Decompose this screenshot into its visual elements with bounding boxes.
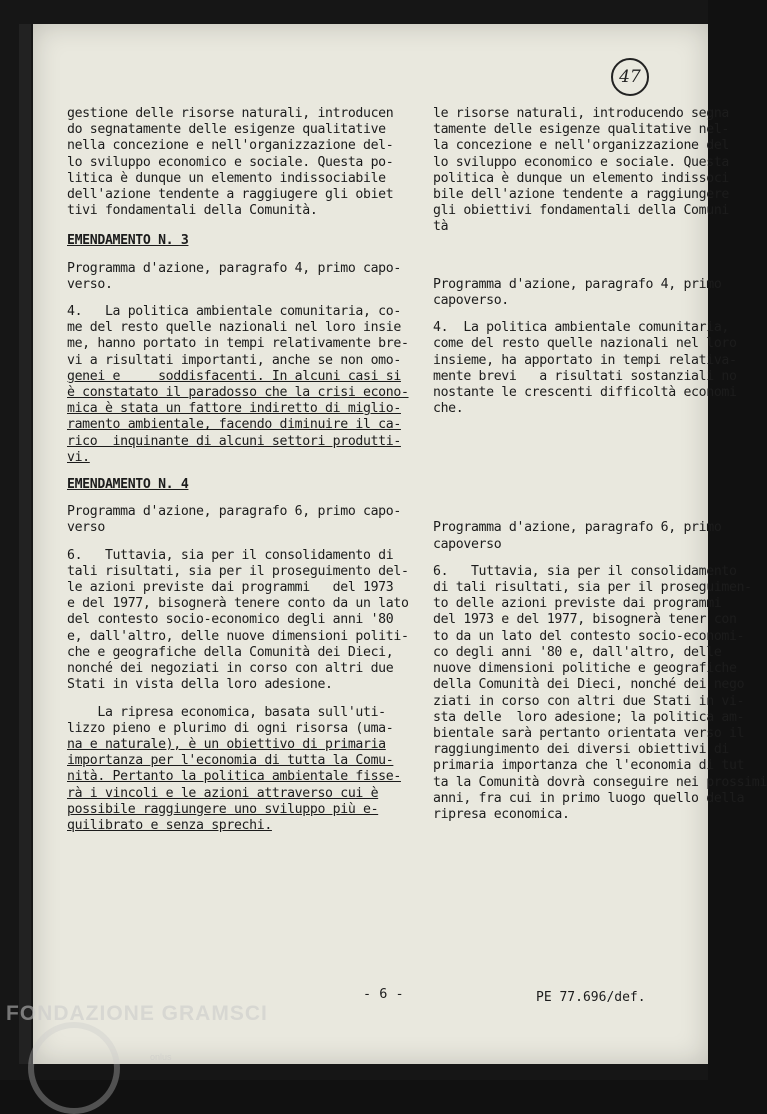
text-line: 6. Tuttavia, sia per il consolidamento	[433, 563, 737, 579]
text-line: 6. Tuttavia, sia per il consolidamento di	[67, 547, 394, 563]
page-number: - 6 -	[363, 986, 404, 1002]
text-line: bile dell'azione tendente a raggiungere	[433, 187, 729, 203]
text-line: rà i vincoli e le azioni attraverso cui è	[67, 785, 379, 801]
text-line: bientale sarà pertanto orientata verso il	[433, 725, 745, 741]
paragraph-gap	[433, 509, 708, 520]
text-line: capoverso	[433, 536, 502, 552]
text-line: capoverso.	[433, 293, 509, 309]
paragraph-gap	[433, 309, 708, 320]
text-line	[433, 466, 708, 482]
text-line: La ripresa economica, basata sull'uti-	[67, 704, 386, 720]
text-line: gestione delle risorse naturali, introducen	[67, 106, 394, 121]
text-line: lo sviluppo economico e sociale. Questa po-	[67, 154, 394, 170]
text-line	[433, 450, 708, 466]
text-line: rico inquinante di alcuni settori produtti-	[67, 433, 401, 449]
section-heading: EMENDAMENTO N. 3	[67, 233, 189, 249]
text-line: mica è stata un fattore indiretto di miglio-	[67, 401, 401, 417]
text-line: litica è dunque un elemento indissociabile	[67, 170, 386, 186]
text-line: Programma d'azione, paragrafo 4, primo	[433, 276, 722, 292]
text-line: di tali risultati, sia per il proseguimen-	[433, 580, 752, 596]
paragraph-gap	[433, 266, 708, 277]
text-line: to da un lato del contesto socio-economi-	[433, 628, 745, 644]
text-line: e, dall'altro, delle nuove dimensioni politi-	[67, 628, 409, 644]
text-line: Programma d'azione, paragrafo 6, primo	[433, 520, 722, 536]
text-line: ziati in corso con altri due Stati in vi-	[433, 693, 745, 709]
paragraph-gap	[67, 537, 397, 548]
text-line: sta delle loro adesione; la politica am-	[433, 709, 745, 725]
text-line: insieme, ha apportato in tempi relativa-	[433, 352, 737, 368]
text-line: ripresa economica.	[433, 806, 570, 822]
text-line: Programma d'azione, paragrafo 6, primo capo-	[67, 504, 401, 520]
text-line: che.	[433, 401, 464, 417]
text-line: co degli anni '80 e, dall'altro, delle	[433, 644, 722, 660]
text-line: nella concezione e nell'organizzazione del-	[67, 138, 394, 154]
text-line: dell'azione tendente a raggiugere gli obiet	[67, 187, 394, 203]
text-line: le risorse naturali, introducendo segna	[433, 106, 729, 121]
paragraph-gap	[433, 236, 708, 250]
text-line: vi.	[67, 449, 90, 465]
document-reference: PE 77.696/def.	[536, 990, 646, 1005]
text-line: na e naturale), è un obiettivo di primaria	[67, 736, 386, 752]
binder-edge	[19, 24, 31, 1064]
text-line: raggiungimento dei diversi obiettivi di	[433, 742, 729, 758]
handwritten-page-stamp: 47	[611, 58, 649, 96]
text-line: 4. La politica ambientale comunitaria,	[433, 320, 729, 336]
paragraph-gap	[67, 250, 397, 261]
paragraph-gap	[433, 553, 708, 564]
paragraph-gap	[67, 293, 397, 304]
text-line: tà	[433, 219, 449, 235]
text-line: lizzo pieno e plurimo di ogni risorsa (uma-	[67, 720, 394, 736]
watermark-text: FONDAZIONE GRAMSCI	[6, 1002, 268, 1025]
text-line: 4. La politica ambientale comunitaria, co-	[67, 304, 401, 320]
text-line: del contesto socio-economico degli anni '80	[67, 612, 394, 628]
text-line: Programma d'azione, paragrafo 4, primo capo-	[67, 260, 401, 276]
text-line: to delle azioni previste dai programmi	[433, 596, 722, 612]
text-line: tivi fondamentali della Comunità.	[67, 203, 318, 219]
text-line: gli obiettivi fondamentali della Comuni	[433, 203, 729, 219]
paragraph-gap	[67, 466, 397, 477]
text-line: e del 1977, bisognerà tenere conto da un lato	[67, 596, 409, 612]
text-line: nostante le crescenti difficoltà economi	[433, 385, 737, 401]
text-line: nuove dimensioni politiche e geografiche	[433, 661, 737, 677]
text-line: è constatato il paradosso che la crisi econo-	[67, 385, 409, 401]
text-line: vi a risultati importanti, anche se non omo-	[67, 352, 401, 368]
text-line: lo sviluppo economico e sociale. Questa	[433, 154, 729, 170]
text-line	[433, 493, 708, 509]
text-line: del 1973 e del 1977, bisognerà tener con	[433, 612, 737, 628]
watermark-subtext: onlus	[150, 1052, 172, 1062]
text-line: la concezione e nell'organizzazione del	[433, 138, 729, 154]
text-line: verso	[67, 520, 105, 536]
text-line: verso.	[67, 276, 113, 292]
text-line: me, hanno portato in tempi relativamente bre-	[67, 336, 409, 352]
text-line: le azioni previste dai programmi del 1973	[67, 580, 394, 596]
document-page	[33, 24, 767, 1064]
text-line: tamente delle esigenze qualitative nel-	[433, 122, 729, 138]
text-line: Stati in vista della loro adesione.	[67, 677, 333, 693]
paragraph-gap	[67, 493, 397, 504]
text-line: genei e soddisfacenti. In alcuni casi si	[67, 368, 401, 384]
text-line: possibile raggiungere uno sviluppo più e-	[67, 801, 379, 817]
right-column	[433, 106, 767, 823]
left-column	[67, 106, 409, 834]
text-line	[433, 417, 708, 433]
text-line: me del resto quelle nazionali nel loro insie	[67, 320, 401, 336]
text-line: che e geografiche della Comunità dei Dieci,	[67, 644, 394, 660]
paragraph-gap	[67, 694, 397, 705]
text-line: mente brevi a risultati sostanziali no	[433, 368, 737, 384]
paragraph-gap	[433, 482, 708, 493]
paragraph-gap	[67, 219, 397, 233]
text-line: nità. Pertanto la politica ambientale fisse-	[67, 769, 401, 785]
text-line: importanza per l'economia di tutta la Comu-	[67, 753, 394, 769]
text-line	[433, 434, 708, 450]
text-line: primaria importanza che l'economia di tut	[433, 758, 745, 774]
watermark-logo-icon	[28, 1022, 120, 1114]
section-heading: EMENDAMENTO N. 4	[67, 477, 189, 493]
text-line: tali risultati, sia per il proseguimento del-	[67, 563, 409, 579]
text-line: ta la Comunità dovrà conseguire nei prossimi	[433, 774, 767, 790]
text-line: do segnatamente delle esigenze qualitative	[67, 122, 386, 138]
text-line	[433, 250, 708, 266]
text-line: quilibrato e senza sprechi.	[67, 817, 272, 833]
text-line: ramento ambientale, facendo diminuire il ca-	[67, 417, 401, 433]
text-line: della Comunità dei Dieci, nonché dei nego	[433, 677, 745, 693]
text-line: come del resto quelle nazionali nel loro	[433, 336, 737, 352]
text-line: politica è dunque un elemento indissoci	[433, 170, 729, 186]
text-line: anni, fra cui in primo luogo quello della	[433, 790, 745, 806]
text-line: nonché dei negoziati in corso con altri due	[67, 661, 394, 677]
